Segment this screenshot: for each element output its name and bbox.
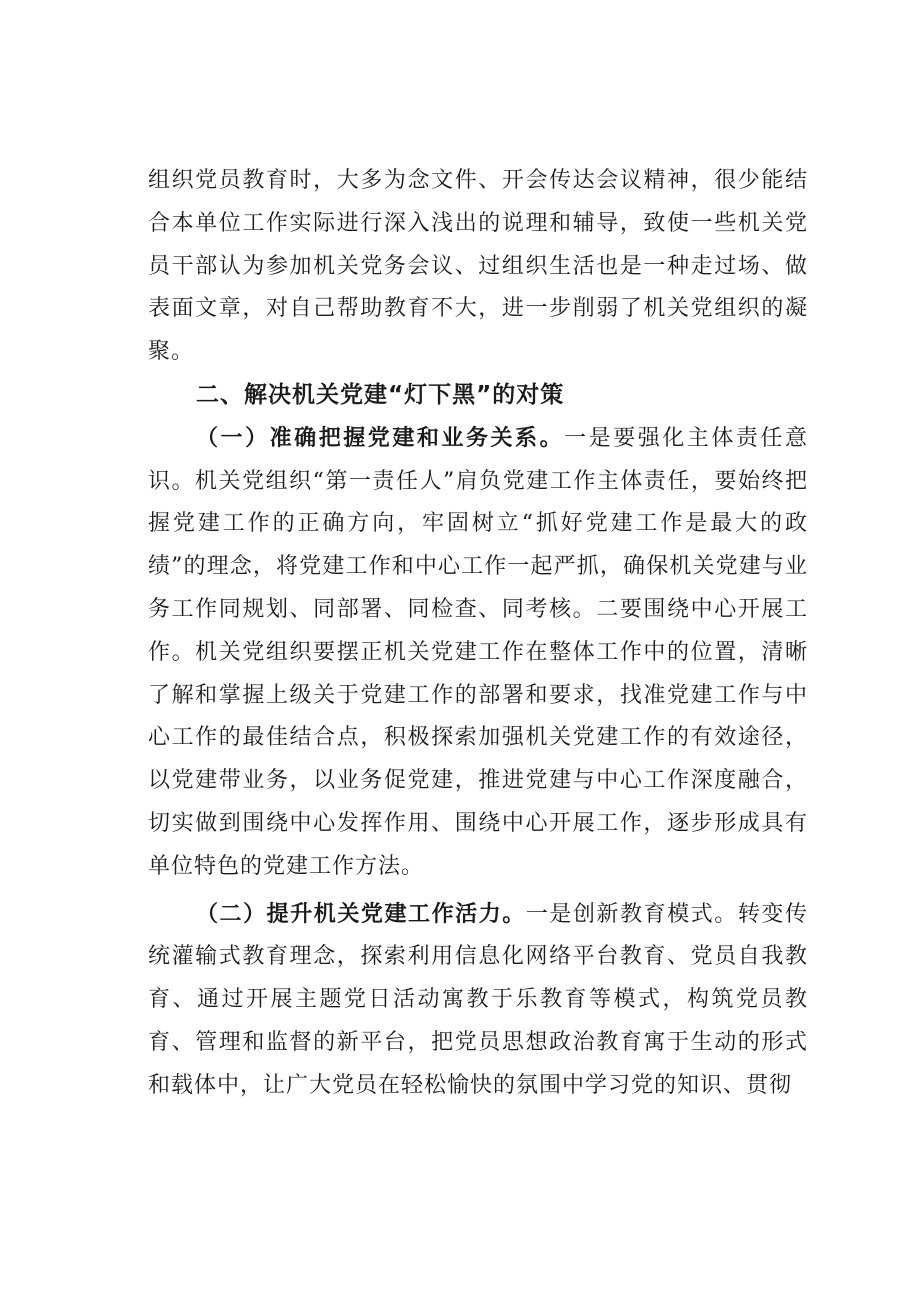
section-heading: 二、解决机关党建“灯下黑”的对策 — [196, 381, 565, 408]
paragraph-continued: 组织党员教育时，大多为念文件、开会传达会议精神，很少能结合本单位工作实际进行深入浅出的说理和辅导，致使一些机关党员干部认为参加机关党务会议、过组织生活也是一种走过场、做表面文章，对自己帮助教育不大，进一步削弱了机关党组织的凝聚。 — [148, 168, 808, 365]
document-body — [148, 160, 808, 1108]
subsection-title-1: （一）准确把握党建和业务关系。 — [196, 424, 565, 451]
subsection-title-2: （二）提升机关党建工作活力。 — [196, 900, 526, 927]
paragraph-section-2 — [148, 893, 808, 1108]
paragraph-section-1 — [148, 417, 808, 889]
subsection-body-2: 一是创新教育模式。转变传统灌输式教育理念，探索利用信息化网络平台教育、党员自我教育、通过开展主题党日活动寓教于乐教育等模式，构筑党员教育、管理和监督的新平台，把党员思想政治教育寓于生动的形式和载体中，让广大党员在轻松愉快的氛围中学习党的知识、贯彻 — [148, 901, 808, 1098]
subsection-body-1: 一是要强化主体责任意识。机关党组织“第一责任人”肩负党建工作主体责任，要始终把握党建工作的正确方向，牢固树立“抓好党建工作是最大的政绩”的理念，将党建工作和中心工作一起严抓，确保机关党建与业务工作同规划、同部署、同检查、同考核。二要围绕中心开展工作。机关党组织要摆正机关党建工作在整体工作中的位置，清晰了解和掌握上级关于党建工作的部署和要求，找准党建工作与中心工作的最佳结合点，积极探索加强机关党建工作的有效途径，以党建带业务，以业务促党建，推进党建与中心工作深度融合，切实做到围绕中心发挥作用、围绕中心开展工作，逐步形成具有单位特色的党建工作方法。 — [148, 425, 808, 879]
